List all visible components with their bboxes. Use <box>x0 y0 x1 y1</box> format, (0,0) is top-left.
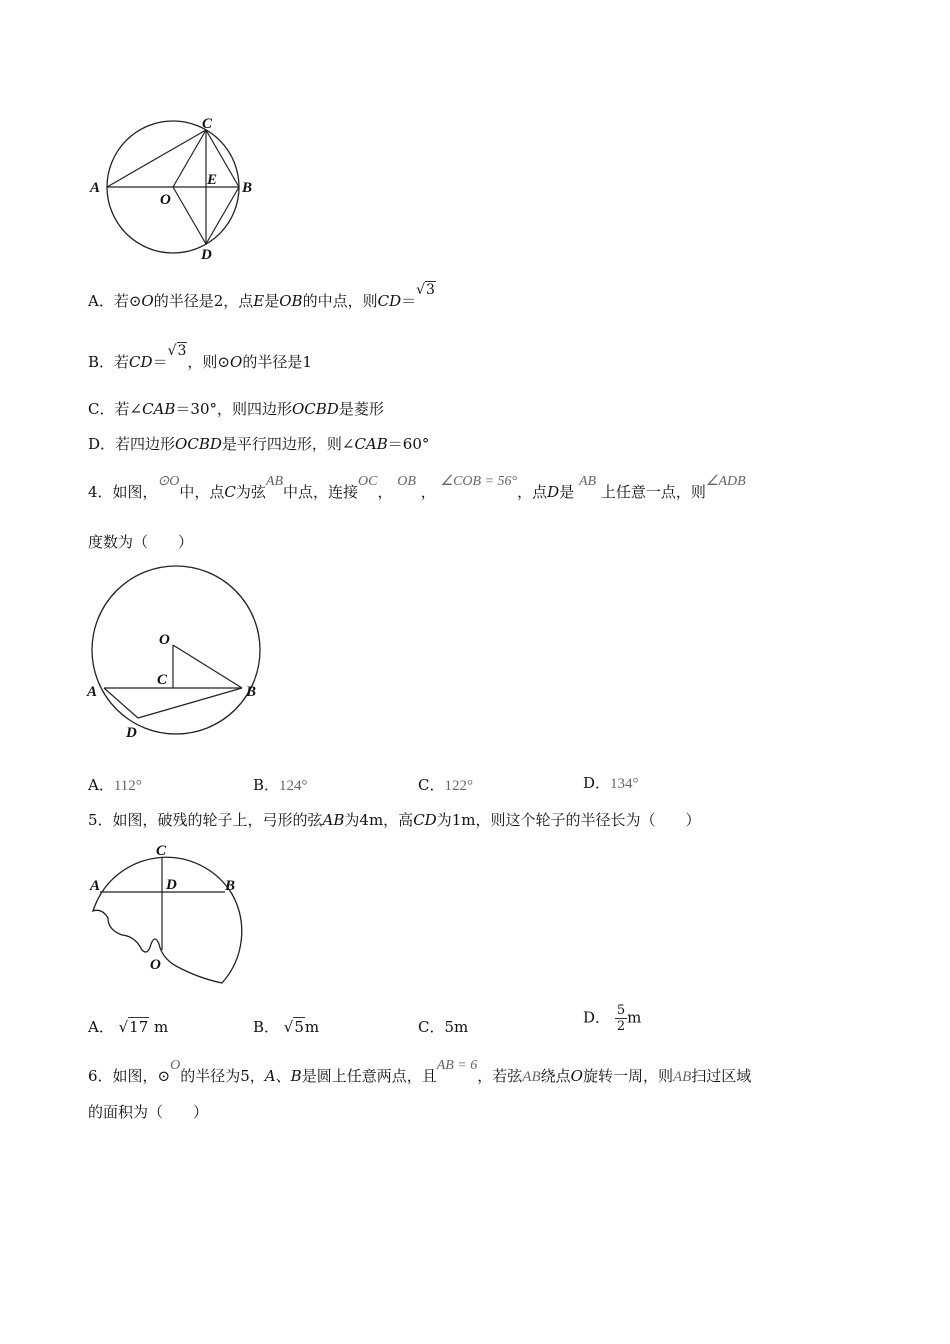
text: 若⊙ <box>113 292 142 310</box>
text: ，若弦 <box>477 1067 523 1085</box>
unit: m <box>154 1018 169 1036</box>
label-d: D <box>166 877 177 893</box>
math-ab: AB <box>265 474 284 489</box>
text: 度数为（ ） <box>88 533 194 551</box>
text: 的面积为（ ） <box>88 1103 209 1121</box>
text: 4．如图， <box>88 483 158 501</box>
option-label: C． <box>418 1018 445 1036</box>
text: CAB <box>142 400 176 418</box>
q6-stem-line2 <box>88 1101 208 1122</box>
option-value: 134° <box>610 776 639 792</box>
label-d: D <box>201 247 212 263</box>
text: 上任意一点，则 <box>600 483 706 501</box>
option-label: A． <box>88 776 114 794</box>
text: 为1m，则这个轮子的半径长为（ ） <box>436 811 701 829</box>
label-c: C <box>156 843 167 859</box>
text: C <box>224 483 236 501</box>
text: ＝ <box>401 292 417 310</box>
label-d: D <box>126 725 137 741</box>
segment-ac <box>107 130 206 187</box>
option-label: C． <box>88 400 115 418</box>
math-o: O <box>170 1058 181 1073</box>
text: 绕点 <box>540 1067 571 1085</box>
text: CD <box>129 353 153 371</box>
math-ob: OB <box>397 474 416 489</box>
text: 为4m，高 <box>344 811 414 829</box>
segment-oc <box>173 130 206 187</box>
text: 若四边形 <box>115 435 176 453</box>
math-arc-ab: AB <box>578 474 597 489</box>
label-c: C <box>157 672 168 688</box>
text: 3 <box>177 343 187 359</box>
segment-db <box>206 187 239 244</box>
sqrt-radicand: 5 <box>294 1018 304 1036</box>
sqrt-radicand: 17 <box>129 1018 149 1036</box>
text: OCBD <box>175 435 222 453</box>
figure-q3 <box>80 110 270 270</box>
text: 是菱形 <box>338 400 384 418</box>
text: 旋转一周，则 <box>582 1067 673 1085</box>
text: 若 <box>114 353 130 371</box>
option-label: D． <box>583 774 611 792</box>
text: 5．如图，破残的轮子上，弓形的弦 <box>88 811 323 829</box>
text: CD <box>377 292 402 310</box>
text: 的中点，则 <box>302 292 378 310</box>
q5-option-a: A． √17 m <box>88 1018 169 1036</box>
label-c: C <box>202 116 213 132</box>
segment-db <box>138 688 242 718</box>
figure-q5 <box>80 838 260 998</box>
math-circle-o: ⊙O <box>157 474 180 489</box>
q5-option-d <box>583 1003 641 1034</box>
segment-od <box>173 187 206 244</box>
text: 6．如图，⊙ <box>88 1067 171 1085</box>
text: ，则⊙ <box>187 353 230 371</box>
option-value: 122° <box>444 778 473 794</box>
q4-option-b <box>253 774 308 795</box>
unit: m <box>627 1008 642 1027</box>
label-o: O <box>159 632 170 648</box>
text: E <box>253 292 265 310</box>
q5-stem <box>88 809 700 830</box>
text: 是 <box>264 292 280 310</box>
fraction <box>615 1003 627 1034</box>
math-ab: AB <box>672 1069 692 1085</box>
math-angle-adb: ∠ADB <box>705 474 746 489</box>
text: A <box>264 1067 276 1085</box>
text: B <box>290 1067 302 1085</box>
math-ab-equals-6: AB = 6 <box>436 1058 478 1073</box>
sqrt-expression: √3 <box>167 343 187 359</box>
text: 的半径是1 <box>242 353 312 371</box>
option-label: D． <box>88 435 116 453</box>
math-oc: OC <box>358 474 378 489</box>
text: 的半径为5， <box>180 1067 265 1085</box>
q5-option-c <box>418 1016 468 1037</box>
text: 是平行四边形，则∠ <box>221 435 355 453</box>
text: 3 <box>426 282 435 298</box>
label-a: A <box>90 878 101 894</box>
text: ， <box>420 483 436 501</box>
text: 、 <box>275 1067 291 1085</box>
option-value: 112° <box>113 778 142 794</box>
label-o: O <box>160 192 171 208</box>
text: O <box>570 1067 583 1085</box>
label-o: O <box>150 957 161 973</box>
q4-option-c <box>418 774 473 795</box>
text: OB <box>279 292 303 310</box>
text: 是圆上任意两点，且 <box>301 1067 437 1085</box>
text: OCBD <box>292 400 339 418</box>
q4-stem-line2 <box>88 531 193 552</box>
text: ＝30°，则四边形 <box>175 400 292 418</box>
label-e: E <box>207 172 218 188</box>
option-value: 5m <box>444 1018 469 1036</box>
sqrt-expression: √3 <box>416 282 435 298</box>
text: 中点，连接 <box>283 483 359 501</box>
text: 的半径是2，点 <box>153 292 254 310</box>
text: 若∠ <box>114 400 143 418</box>
option-label: B． <box>88 353 115 371</box>
label-a: A <box>90 180 101 196</box>
denominator: 2 <box>616 1019 626 1034</box>
q4-option-a <box>88 774 142 795</box>
label-b: B <box>246 684 257 700</box>
text: AB <box>322 811 345 829</box>
option-label: C． <box>418 776 445 794</box>
text: 为弦 <box>235 483 266 501</box>
text: CAB <box>354 435 388 453</box>
text: O <box>141 292 154 310</box>
option-label: B． <box>253 776 280 794</box>
text: ＝ <box>152 353 168 371</box>
q3-option-b <box>88 343 312 372</box>
figure-q4 <box>80 555 280 745</box>
math-angle-cob: ∠COB = 56° <box>440 474 518 489</box>
text: ，点 <box>517 483 548 501</box>
q3-option-a <box>88 282 436 311</box>
text: 中，点 <box>179 483 225 501</box>
numerator: 5 <box>616 1003 626 1018</box>
q4-stem-line1 <box>88 474 746 502</box>
text: 扫过区域 <box>691 1067 752 1085</box>
label-a: A <box>87 684 98 700</box>
text: ， <box>377 483 393 501</box>
text: 是 <box>559 483 575 501</box>
text: CD <box>413 811 437 829</box>
q5-option-b: B． √5m <box>253 1018 320 1036</box>
q6-stem-line1 <box>88 1058 752 1086</box>
q4-option-d <box>583 772 639 793</box>
text: D <box>547 483 560 501</box>
option-label: B． <box>253 1018 280 1036</box>
option-value: 124° <box>279 778 308 794</box>
math-ab: AB <box>522 1069 541 1085</box>
circle-o <box>92 566 260 734</box>
segment-ob <box>173 645 242 688</box>
label-b: B <box>225 878 236 894</box>
text: O <box>230 353 243 371</box>
unit: m <box>304 1018 320 1036</box>
option-label: A． <box>88 292 114 310</box>
q3-option-d <box>88 433 429 454</box>
label-b: B <box>242 180 253 196</box>
text: ＝60° <box>387 435 430 453</box>
q3-option-c <box>88 398 384 419</box>
option-label: D． <box>583 1008 611 1027</box>
option-label: A． <box>88 1018 114 1036</box>
